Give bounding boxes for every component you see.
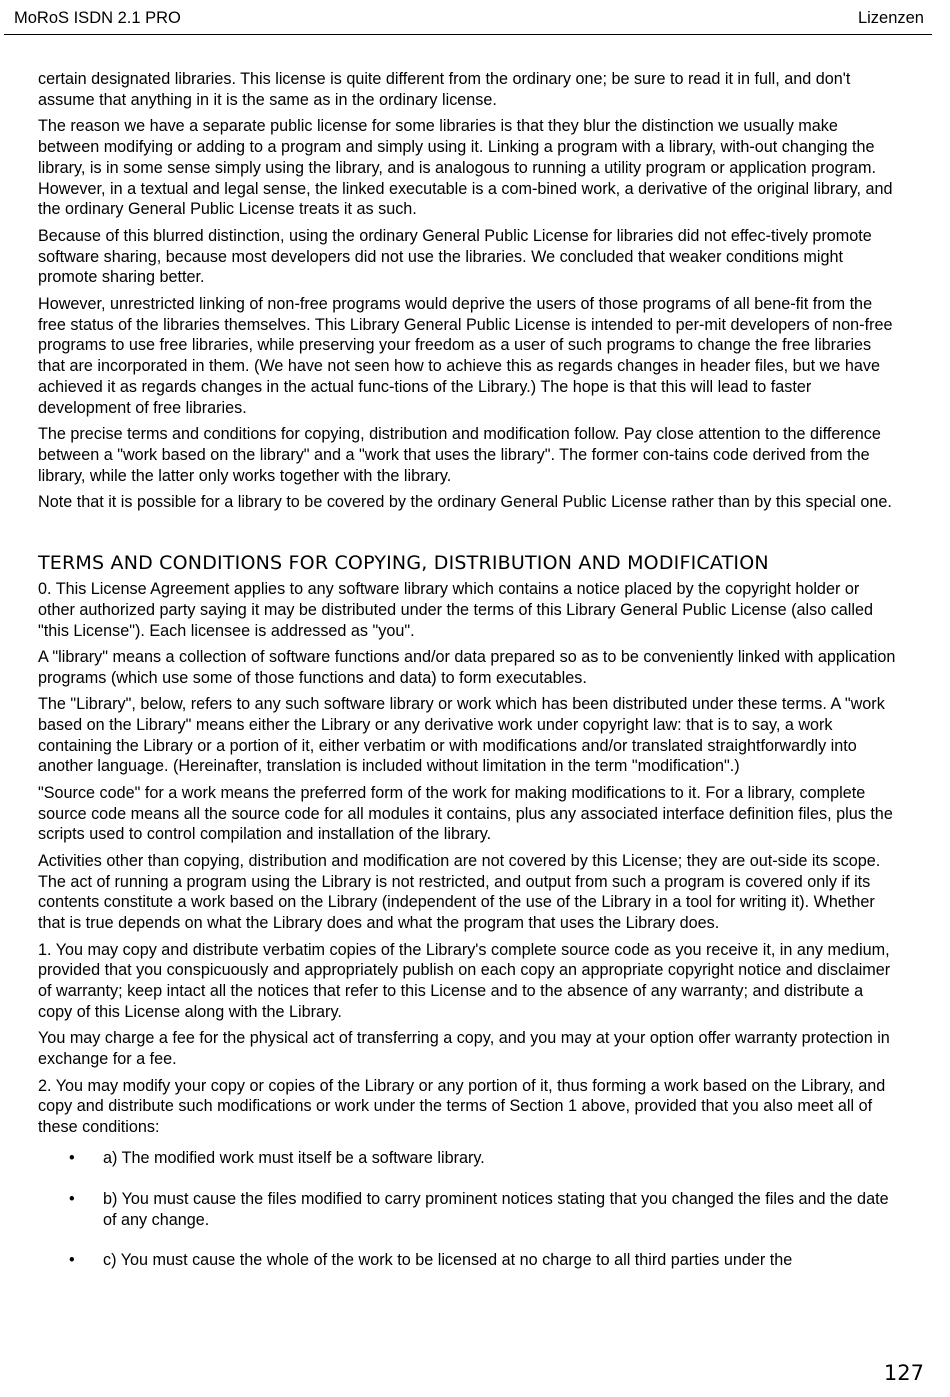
paragraph: 0. This License Agreement applies to any software library which contains a notice placed by the copyright holder or other authorized party saying it may be distributed under the terms of this Library General Public License (also called "this License"). Each licensee is addressed as "you". [38, 579, 873, 640]
paragraph: The "Library", below, refers to any such software library or work which has been distributed under these terms. A "work based on the Library" means either the Library or any derivative work under copyright law: that is to say, a work containing the Library or a portion of it, either verbatim or with modifications and/or translated straightforwardly into another language. (Hereinafter, translation is included without limitation in the term "modification".) [38, 695, 885, 776]
header-product-title: MoRoS ISDN 2.1 PRO [14, 9, 181, 27]
paragraph: "Source code" for a work means the preferred form of the work for making modifications to it. For a library, complete source code means all the source code for all modules it contains, plus any associated interface definition files, plus the scripts used to control compilation and installation of the library. [38, 783, 893, 844]
paragraph: Because of this blurred distinction, using the ordinary General Public License for libraries did not effec-tively promote software sharing, because most developers did not use the libraries. We concluded that weaker conditions might promote sharing better. [38, 226, 872, 287]
section-heading: TERMS AND CONDITIONS FOR COPYING, DISTRIBUTION AND MODIFICATION [38, 551, 769, 574]
paragraph: The reason we have a separate public license for some libraries is that they blur the distinction we usually make between modifying or adding to a program and simply using it. Linking a program with a library, with-out changing the library, is in some sense simply using the library, and is analogous to running a utility program or application program. However, in a textual and legal sense, the linked executable is a com-bined work, a derivative of the original library, and the ordinary General Public License treats it as such. [38, 117, 893, 219]
list-item [38, 1189, 896, 1231]
condition-list [38, 1148, 896, 1271]
list-item-text: a) The modified work must itself be a software library. [103, 1148, 485, 1167]
paragraph: A "library" means a collection of software functions and/or data prepared so as to be conveniently linked with application programs (which use some of those functions and data) to form executables. [38, 647, 896, 687]
list-item-text: c) You must cause the whole of the work to be licensed at no charge to all third parties under the [103, 1251, 793, 1270]
paragraph: Note that it is possible for a library to be covered by the ordinary General Public License rather than by this special one. [38, 493, 892, 512]
bullet-icon: • [69, 1148, 75, 1167]
list-item-text: b) You must cause the files modified to carry prominent notices stating that you changed the files and the date of any change. [103, 1189, 889, 1229]
page-number: 127 [883, 1361, 924, 1385]
paragraph: 1. You may copy and distribute verbatim copies of the Library's complete source code as you receive it, in any medium, provided that you conspicuously and appropriately publish on each copy an appropriate copyright notice and disclaimer of warranty; keep intact all the notices that refer to this License and to the absence of any warranty; and distribute a copy of this License along with the Library. [38, 940, 891, 1022]
paragraph: certain designated libraries. This license is quite different from the ordinary one; be sure to read it in full, and don't assume that anything in it is the same as in the ordinary license. [38, 70, 851, 109]
paragraph: Activities other than copying, distribution and modification are not covered by this License; they are out-side its scope. The act of running a program using the Library is not restricted, and output from such a program is covered only if its contents constitute a work based on the Library (independent of the use of the Library in a tool for writing it). Whether that is true depends on what the Library does and what the program that uses the Library does. [38, 851, 881, 933]
list-item [38, 1148, 896, 1169]
page-header [4, 0, 932, 35]
paragraph: However, unrestricted linking of non-free programs would deprive the users of those programs of all bene-fit from the free status of the libraries themselves. This Library General Public License is intended to per-mit developers of non-free programs to use free libraries, while preserving your freedom as a user of such programs to change the free libraries that are incorporated in them. (We have not seen how to achieve this as regards changes in header files, but we have achieved it as regards changes in the actual func-tions of the Library.) The hope is that this will lead to faster development of free libraries. [38, 294, 893, 417]
bullet-icon: • [69, 1251, 75, 1270]
paragraph: The precise terms and conditions for copying, distribution and modification follow. Pay close attention to the difference between a "work based on the library" and a "work that uses the library". The former con-tains code derived from the library, while the latter only works together with the library. [38, 425, 881, 485]
paragraph: 2. You may modify your copy or copies of the Library or any portion of it, thus forming a work based on the Library, and copy and distribute such modifications or work under the terms of Section 1 above, provided that you also meet all of these conditions: [38, 1076, 886, 1137]
header-chapter-title: Lizenzen [857, 9, 924, 27]
document-body [38, 69, 896, 1291]
bullet-icon: • [69, 1189, 75, 1208]
list-item [38, 1250, 896, 1271]
paragraph: You may charge a fee for the physical act of transferring a copy, and you may at your option offer warranty protection in exchange for a fee. [38, 1029, 890, 1069]
